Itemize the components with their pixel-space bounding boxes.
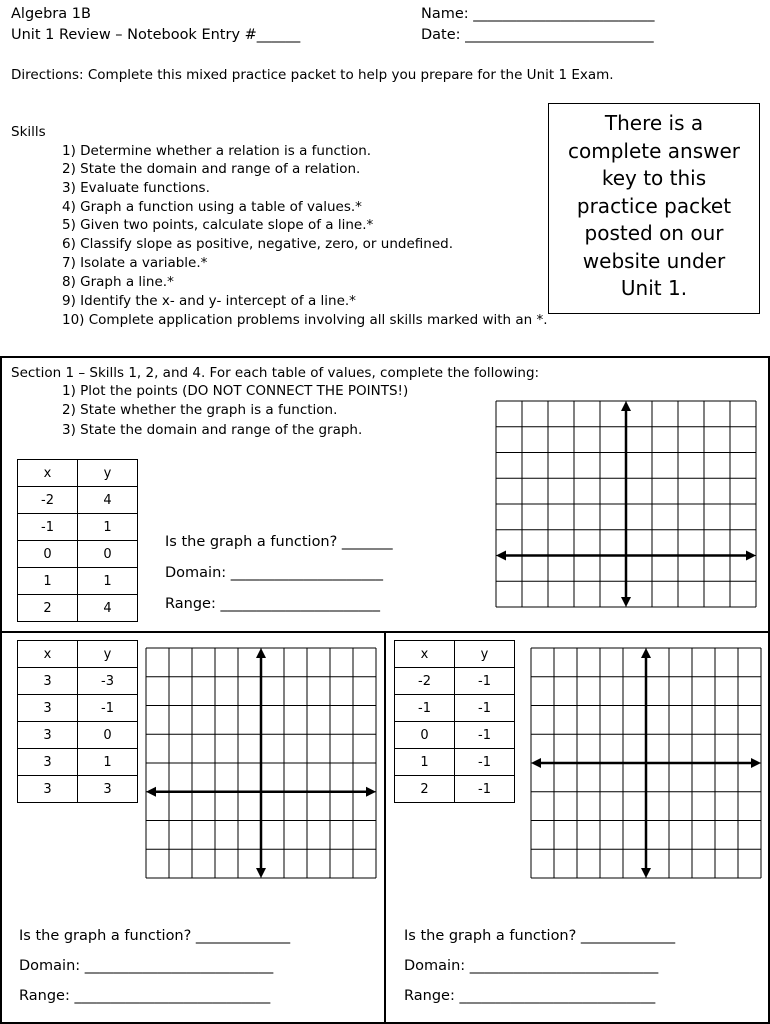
skill-item: 6) Classify slope as positive, negative, zero, or undefined. [62, 236, 453, 252]
table-cell: 3 [78, 776, 138, 803]
coordinate-grid-1[interactable] [496, 401, 756, 607]
function-question-3[interactable]: Is the graph a function? _____________ [404, 928, 676, 944]
xy-table-2 [17, 640, 138, 803]
section1-step: 2) State whether the graph is a function. [62, 402, 338, 418]
coordinate-grid-2[interactable] [146, 648, 376, 878]
table-header-x: x [395, 641, 455, 668]
arrow-down-icon [256, 868, 266, 878]
arrow-down-icon [621, 597, 631, 607]
section1-heading: Section 1 – Skills 1, 2, and 4. For each table of values, complete the following: [11, 365, 540, 381]
table-cell: -2 [18, 487, 78, 514]
domain-field-2[interactable]: Domain: __________________________ [19, 958, 274, 974]
table-cell: -1 [455, 776, 515, 803]
table-cell: -1 [78, 695, 138, 722]
table-cell: 1 [78, 749, 138, 776]
section1-step: 1) Plot the points (DO NOT CONNECT THE POINTS!) [62, 383, 409, 399]
name-field[interactable]: Name: _________________________ [421, 6, 655, 22]
skill-item: 8) Graph a line.* [62, 274, 174, 290]
section1-step: 3) State the domain and range of the graph. [62, 422, 363, 438]
table-cell: 0 [18, 541, 78, 568]
coordinate-grid-3[interactable] [531, 648, 761, 878]
arrow-right-icon [751, 758, 761, 768]
table-cell: 3 [18, 722, 78, 749]
directions: Directions: Complete this mixed practice packet to help you prepare for the Unit 1 Exam. [11, 67, 614, 83]
table-cell: -1 [455, 722, 515, 749]
table-cell: 4 [78, 595, 138, 622]
xy-table-3 [394, 640, 515, 803]
table-cell: -1 [18, 514, 78, 541]
date-field[interactable]: Date: __________________________ [421, 27, 654, 43]
table-cell: 1 [18, 568, 78, 595]
table-cell: 0 [78, 541, 138, 568]
table-cell: 1 [78, 568, 138, 595]
answer-key-note [548, 103, 760, 314]
answer-key-line: website under [582, 248, 726, 273]
arrow-right-icon [366, 787, 376, 797]
table-header-x: x [18, 641, 78, 668]
course-title: Algebra 1B [11, 6, 91, 22]
table-cell: -1 [455, 695, 515, 722]
table-header-y: y [78, 460, 138, 487]
table-cell: -1 [455, 749, 515, 776]
table-cell: -1 [455, 668, 515, 695]
arrow-right-icon [746, 551, 756, 561]
range-field-2[interactable]: Range: ___________________________ [19, 988, 271, 1004]
table-cell: 1 [395, 749, 455, 776]
table-header-x: x [18, 460, 78, 487]
arrow-left-icon [531, 758, 541, 768]
table-cell: -1 [395, 695, 455, 722]
table-cell: -3 [78, 668, 138, 695]
table-header-y: y [455, 641, 515, 668]
table-cell: 0 [78, 722, 138, 749]
skill-item: 9) Identify the x- and y- intercept of a line.* [62, 293, 356, 309]
table-cell: 2 [395, 776, 455, 803]
table-cell: 3 [18, 776, 78, 803]
skills-heading: Skills [11, 124, 46, 140]
table-cell: 3 [18, 695, 78, 722]
arrow-up-icon [621, 401, 631, 411]
answer-key-line: Unit 1. [620, 276, 688, 300]
table-cell: 1 [78, 514, 138, 541]
arrow-left-icon [496, 551, 506, 561]
answer-key-line: key to this [601, 166, 707, 190]
range-field-3[interactable]: Range: ___________________________ [404, 988, 656, 1004]
function-question-2[interactable]: Is the graph a function? _____________ [19, 928, 291, 944]
answer-key-line: complete answer [567, 138, 740, 163]
skill-item: 5) Given two points, calculate slope of a line.* [62, 217, 374, 233]
domain-field-3[interactable]: Domain: __________________________ [404, 958, 659, 974]
skill-item: 7) Isolate a variable.* [62, 255, 208, 271]
skill-item: 4) Graph a function using a table of values.* [62, 199, 362, 215]
table-cell: 3 [18, 668, 78, 695]
function-question-1[interactable]: Is the graph a function? _______ [165, 534, 393, 550]
xy-table-1 [17, 459, 138, 622]
skill-item: 10) Complete application problems involving all skills marked with an *. [62, 312, 548, 328]
table-cell: 0 [395, 722, 455, 749]
table-cell: 2 [18, 595, 78, 622]
table-cell: 4 [78, 487, 138, 514]
table-cell: -2 [395, 668, 455, 695]
answer-key-line: practice packet [576, 193, 732, 218]
notebook-entry: Unit 1 Review – Notebook Entry #______ [11, 27, 301, 43]
table-cell: 3 [18, 749, 78, 776]
arrow-up-icon [641, 648, 651, 658]
skill-item: 3) Evaluate functions. [62, 180, 210, 196]
skill-item: 1) Determine whether a relation is a function. [62, 143, 372, 159]
table-header-y: y [78, 641, 138, 668]
answer-key-line: posted on our [584, 221, 724, 245]
arrow-down-icon [641, 868, 651, 878]
skill-item: 2) State the domain and range of a relation. [62, 161, 361, 177]
domain-field-1[interactable]: Domain: _____________________ [165, 565, 384, 581]
range-field-1[interactable]: Range: ______________________ [165, 596, 380, 612]
arrow-up-icon [256, 648, 266, 658]
arrow-left-icon [146, 787, 156, 797]
answer-key-line: There is a [604, 111, 704, 135]
